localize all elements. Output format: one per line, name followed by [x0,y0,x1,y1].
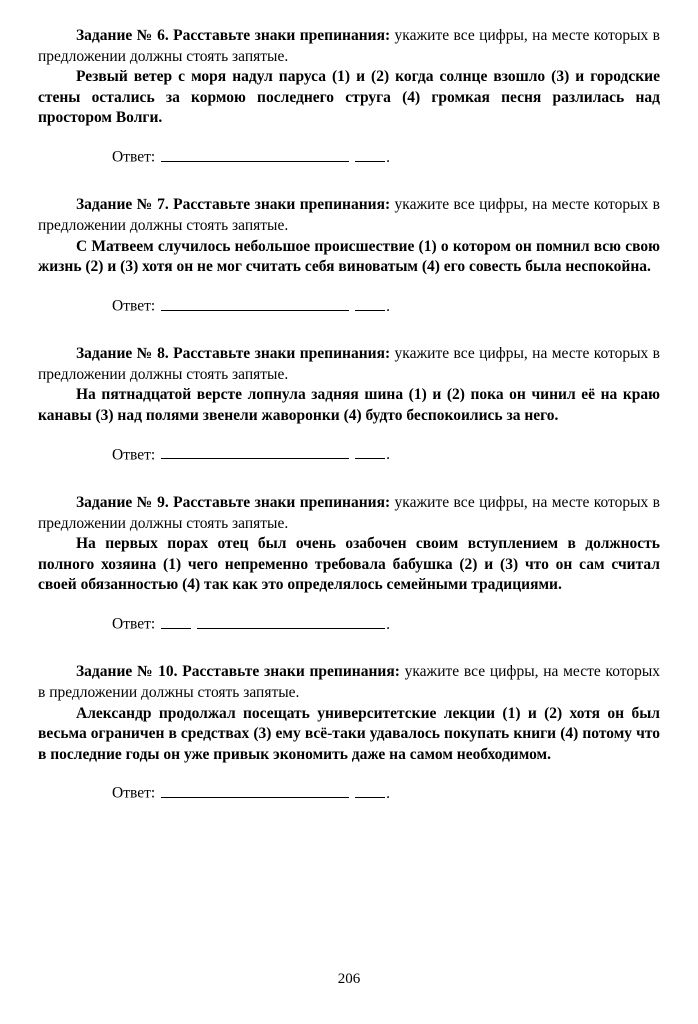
answer-label: Ответ: [112,148,156,166]
task-instruction [38,26,660,67]
answer-blank [355,444,385,460]
answer-period: . [386,615,391,633]
answer-blank [197,613,385,629]
answer-line [112,295,660,317]
answer-label: Ответ: [112,615,156,633]
answer-blank [161,613,191,629]
answer-blank [161,782,349,798]
task-sentence: На первых порах отец был очень озабочен своим вступлением в должность полного хозяина (1) чего непременно требовала бабушка (2) и (3) что он сам считал своей обязанностью (4) так как это определялось семейными традициями. [38,535,660,594]
task-block-10 [38,662,660,804]
task-sentence: С Матвеем случилось небольшое происшествие (1) о котором он помнил всю свою жизнь (2) и (3) хотя он не мог считать себя виноватым (4) его совесть была неспокойна. [38,237,660,276]
task-block-8 [38,344,660,466]
answer-line [112,782,660,804]
answer-label: Ответ: [112,446,156,464]
task-instruction [38,662,660,703]
task-instruction-text: укажите все цифры, на месте которых в предложении должны стоять запятые. [38,493,660,532]
task-instruction-text: укажите все цифры, на месте которых в предложении должны стоять запятые. [38,196,660,234]
task-sentence: Александр продолжал посещать университетские лекции (1) и (2) хотя он был весьма ограничен в средствах (3) ему всё-таки удавалось покупать книги (4) потому что в последние годы он уже привык экономить даже на самом необходимом. [38,704,660,763]
task-block-9 [38,493,660,635]
answer-blank [161,146,349,162]
answer-blank [161,444,349,460]
answer-line [112,444,660,466]
answer-line [112,146,660,168]
answer-blank [355,295,385,311]
task-block-7 [38,195,660,317]
answer-label: Ответ: [112,297,156,315]
task-instruction [38,493,660,534]
task-instruction [38,344,660,385]
task-block-6 [38,26,660,168]
task-title: Задание № 8. Расставьте знаки препинания: [76,345,391,363]
task-title: Задание № 7. Расставьте знаки препинания: [76,196,391,214]
answer-label: Ответ: [112,785,156,803]
task-title: Задание № 10. Расставьте знаки препинания: [76,663,400,681]
answer-blank [355,146,385,162]
task-title: Задание № 9. Расставьте знаки препинания: [76,493,391,511]
task-instruction-text: укажите все цифры, на месте которых в предложении должны стоять запятые. [38,345,660,383]
answer-period: . [386,446,391,464]
task-sentence: На пятнадцатой версте лопнула задняя шина (1) и (2) пока он чинил её на краю канавы (3) над полями звенели жаворонки (4) будто беспокоились за него. [38,386,660,424]
answer-period: . [386,148,391,166]
task-sentence: Резвый ветер с моря надул паруса (1) и (2) когда солнце взошло (3) и городские стены остались за кормою последнего струга (4) громкая песня разлилась над простором Волги. [38,68,660,127]
answer-period: . [386,785,391,803]
task-title: Задание № 6. Расставьте знаки препинания: [76,27,391,44]
page-number: 206 [337,971,361,987]
task-instruction [38,195,660,236]
answer-line [112,613,660,635]
task-instruction-text: укажите все цифры, на месте которых в предложении должны стоять запятые. [38,27,660,65]
answer-period: . [386,297,391,315]
answer-blank [161,295,349,311]
answer-blank [355,782,385,798]
task-instruction-text: укажите все цифры, на месте которых в предложении должны стоять запятые. [38,663,660,701]
